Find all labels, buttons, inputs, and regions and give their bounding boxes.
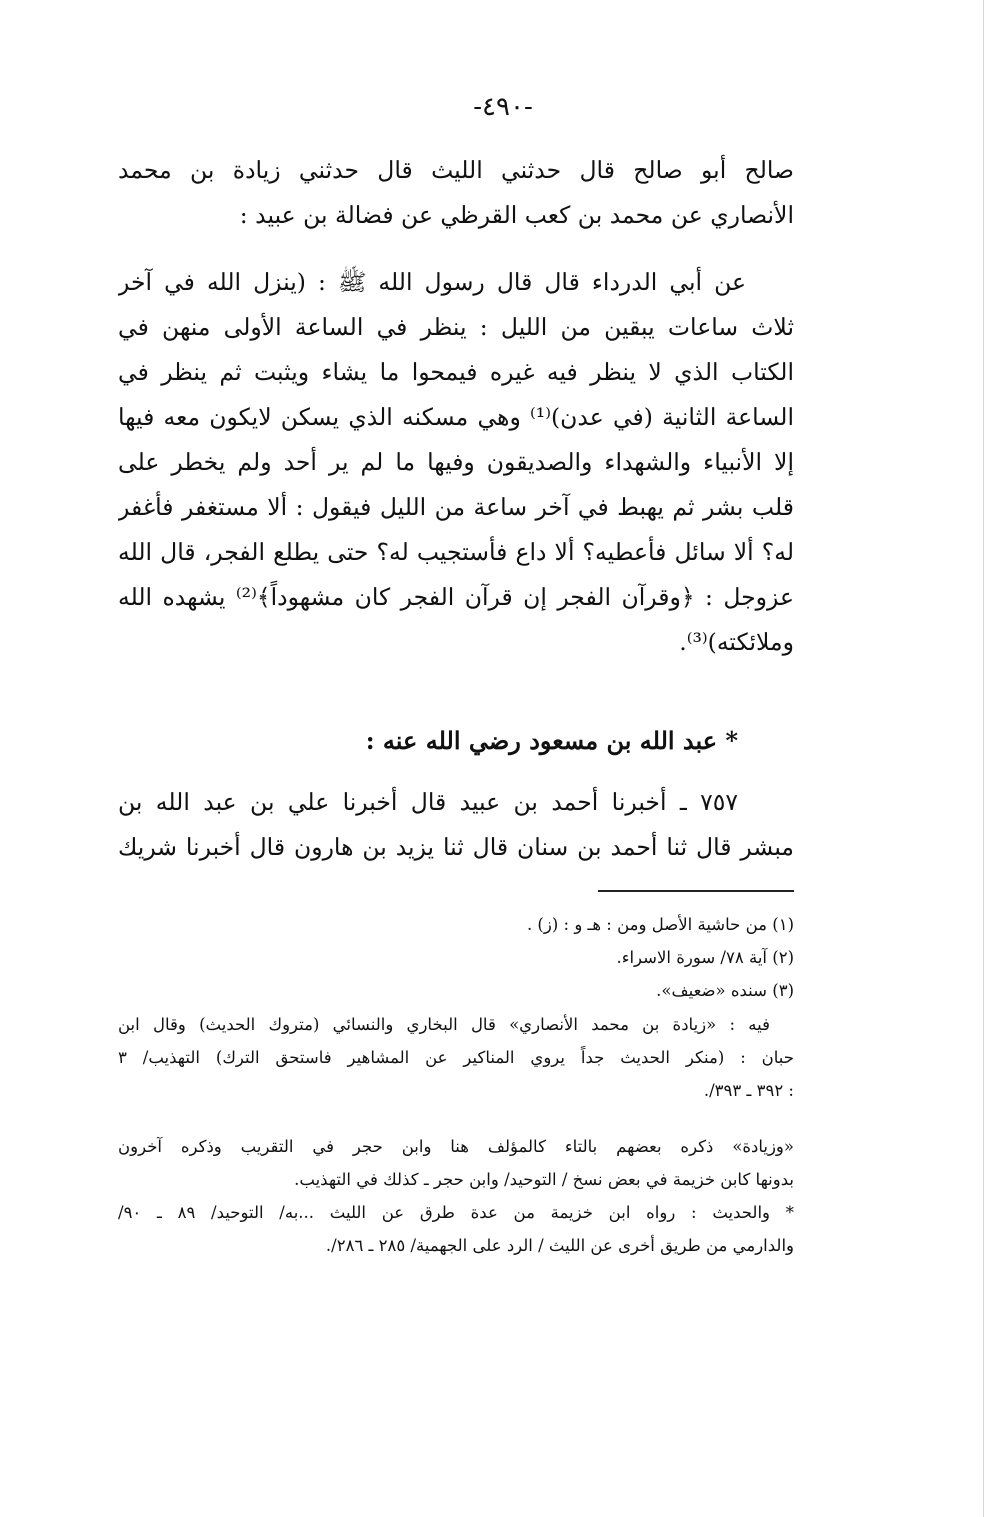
footnote: (١) من حاشية الأصل ومن : هـ و : (ز) . — [526, 915, 794, 934]
hadith-paragraph — [118, 260, 794, 665]
footnote-detail-line: بدونها كابن خزيمة في بعض نسخ / التوحيد/ وابن حجر ـ كذلك في التهذيب. — [294, 1170, 794, 1189]
footnote-detail-2 — [118, 1130, 794, 1262]
intro-paragraph — [118, 148, 794, 238]
text-line: وملائكته)⁽³⁾. — [679, 628, 794, 656]
page-number: -٤٩٠- — [473, 92, 533, 122]
next-hadith-paragraph — [118, 780, 794, 870]
footnote-detail-line: : ٣٩٢ ـ ٣٩٣/. — [703, 1081, 794, 1100]
footnote: (٢) آية ٧٨/ سورة الاسراء. — [616, 948, 794, 967]
text-line: قلب بشر ثم يهبط في آخر ساعة من الليل فيقول : ألا مستغفر فأغفر — [118, 493, 794, 521]
text-line: صالح أبو صالح قال حدثني الليث قال حدثني زيادة بن محمد — [118, 156, 794, 184]
footnote-detail-line: والدارمي من طريق أخرى عن الليث / الرد على الجهمية/ ٢٨٥ ـ ٢٨٦/. — [325, 1236, 794, 1255]
footnotes-list — [118, 908, 794, 1007]
text-line: مبشر قال ثنا أحمد بن سنان قال ثنا يزيد بن هارون قال أخبرنا شريك — [118, 833, 794, 861]
text-line: له؟ ألا سائل فأعطيه؟ ألا داع فأستجيب له؟ حتى يطلع الفجر، قال الله — [118, 538, 794, 566]
footnote-detail-line: فيه : «زيادة بن محمد الأنصاري» قال البخاري والنسائي (متروك الحديث) وقال ابن — [118, 1015, 770, 1034]
text-line: عزوجل : ﴿وقرآن الفجر إن قرآن الفجر كان مشهوداً﴾⁽²⁾ يشهده الله — [118, 583, 794, 611]
text-line: عن أبي الدرداء قال قال رسول الله ﷺ : (ينزل الله في آخر — [118, 268, 746, 296]
text-line: الساعة الثانية (في عدن)⁽¹⁾ وهي مسكنه الذي يسكن لايكون معه فيها — [118, 403, 794, 431]
footnote: (٣) سنده «ضعيف». — [656, 981, 794, 1000]
text-line: الأنصاري عن محمد بن كعب القرظي عن فضالة بن عبيد : — [239, 201, 794, 229]
text-line: الكتاب الذي لا ينظر فيه غيره فيمحوا ما يشاء ويثبت ثم ينظر في — [118, 358, 794, 386]
footnote-detail — [118, 1008, 794, 1107]
text-line: ٧٥٧ ـ أخبرنا أحمد بن عبيد قال أخبرنا علي بن عبد الله بن — [118, 788, 738, 816]
text-line: إلا الأنبياء والشهداء والصديقون وفيها ما لم ير أحد ولم يخطر على — [118, 448, 794, 476]
footnote-detail-line: * والحديث : رواه ابن خزيمة من عدة طرق عن الليث ...به/ التوحيد/ ٨٩ ـ ٩٠/ — [118, 1203, 794, 1222]
footnote-divider — [598, 890, 794, 892]
text-line: ثلاث ساعات يبقين من الليل : ينظر في الساعة الأولى منهن في — [118, 313, 794, 341]
scan-edge-line — [983, 0, 984, 1517]
section-heading: * عبد الله بن مسعود رضي الله عنه : — [365, 726, 738, 755]
footnote-detail-line: حبان : (منكر الحديث جداً يروي المناكير عن المشاهير فاستحق الترك) التهذيب/ ٣ — [118, 1048, 794, 1067]
footnote-detail-line: «وزيادة» ذكره بعضهم بالتاء كالمؤلف هنا وابن حجر في التقريب وذكره آخرون — [118, 1137, 794, 1156]
